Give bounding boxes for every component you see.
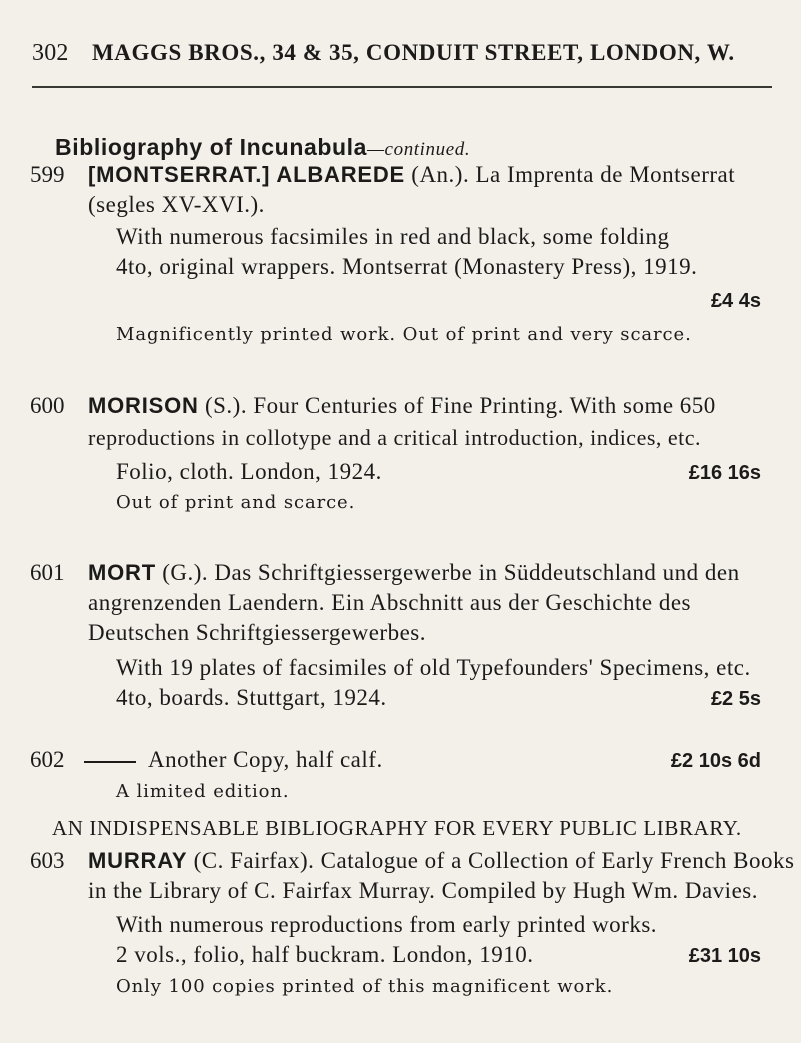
entry-price: £2 10s 6d xyxy=(670,750,761,772)
entry-line: 4to, boards. Stuttgart, 1924. xyxy=(116,685,387,710)
ditto-rule xyxy=(84,761,136,763)
entry-line: reproductions in collotype and a critical introduction, indices, etc. xyxy=(88,425,702,450)
header-rule xyxy=(32,86,772,88)
entry-line: (G.). Das Schriftgiessergewerbe in Süddeutschland und den xyxy=(162,560,740,585)
entry-caption: AN INDISPENSABLE BIBLIOGRAPHY FOR EVERY PUBLIC LIBRARY. xyxy=(52,816,742,840)
entry-line: angrenzenden Laendern. Ein Abschnitt aus der Geschichte des xyxy=(88,590,692,615)
entry-price: £16 16s xyxy=(688,462,761,484)
entry-first-line xyxy=(76,747,383,773)
entry-line: (C. Fairfax). Catalogue of a Collection of Early French Books xyxy=(193,848,795,873)
page-header xyxy=(32,40,772,67)
entry-price: £2 5s xyxy=(710,688,761,710)
page-number: 302 xyxy=(32,40,69,66)
entry-line: With 19 plates of facsimiles of old Typefounders' Specimens, etc. xyxy=(116,655,751,680)
entry-author: MORISON xyxy=(88,393,199,418)
section-continued: —continued. xyxy=(367,139,471,160)
section-heading xyxy=(55,134,470,161)
entry-number: 599 xyxy=(30,162,65,187)
entry-number: 603 xyxy=(30,848,65,873)
entry-line: With numerous facsimiles in red and black, some folding xyxy=(116,224,670,249)
section-title: Bibliography of Incunabula xyxy=(55,134,368,160)
running-title: MAGGS BROS., 34 & 35, CONDUIT STREET, LONDON, W. xyxy=(92,40,735,65)
entry-price: £31 10s xyxy=(688,945,761,967)
entry-author: MURRAY xyxy=(88,848,188,873)
entry-line: Another Copy, half calf. xyxy=(148,747,383,772)
entry-line: Deutschen Schriftgiessergewerbes. xyxy=(88,620,426,645)
entry-line: in the Library of C. Fairfax Murray. Compiled by Hugh Wm. Davies. xyxy=(88,878,758,903)
entry-price: £4 4s xyxy=(710,290,761,312)
entry-author: [MONTSERRAT.] ALBAREDE xyxy=(88,162,406,187)
entry-line: (An.). La Imprenta de Montserrat xyxy=(411,162,736,187)
entry-note: Out of print and scarce. xyxy=(116,492,356,513)
entry-note: Only 100 copies printed of this magnificent work. xyxy=(116,976,614,997)
entry-first-line xyxy=(88,848,794,874)
entry-line: 2 vols., folio, half buckram. London, 1910. xyxy=(116,942,534,967)
entry-first-line xyxy=(88,560,740,586)
entry-line: Folio, cloth. London, 1924. xyxy=(116,459,382,484)
entry-number: 601 xyxy=(30,560,65,585)
entry-first-line xyxy=(88,393,716,419)
entry-first-line xyxy=(88,162,735,188)
entry-line: With numerous reproductions from early printed works. xyxy=(116,912,658,937)
entry-number: 602 xyxy=(30,747,65,772)
entry-author: MORT xyxy=(88,560,156,585)
entry-line: (segles XV-XVI.). xyxy=(88,192,265,217)
entry-note: A limited edition. xyxy=(116,781,290,802)
entry-number: 600 xyxy=(30,393,65,418)
entry-note: Magnificently printed work. Out of print and very scarce. xyxy=(116,324,692,345)
entry-line: (S.). Four Centuries of Fine Printing. With some 650 xyxy=(204,393,716,418)
entry-line: 4to, original wrappers. Montserrat (Monastery Press), 1919. xyxy=(116,254,698,279)
